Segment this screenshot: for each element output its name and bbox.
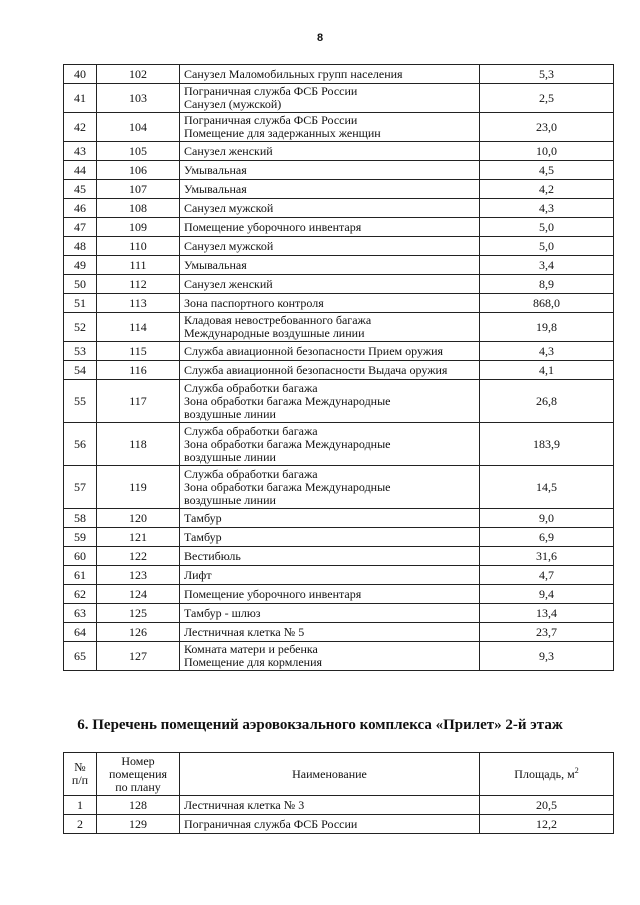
room-name-line: Служба авиационной безопасности Выдача оружия — [184, 362, 448, 377]
row-number: 58 — [64, 509, 97, 528]
room-name — [180, 604, 480, 623]
table-row — [64, 313, 614, 342]
row-number: 62 — [64, 585, 97, 604]
room-number: 120 — [97, 509, 180, 528]
room-name — [180, 294, 480, 313]
row-number: 46 — [64, 199, 97, 218]
room-number: 108 — [97, 199, 180, 218]
room-area: 10,0 — [480, 142, 614, 161]
room-area: 5,0 — [480, 237, 614, 256]
room-name — [180, 380, 480, 423]
room-name-line: Зона обработки багажа Международные — [184, 436, 391, 451]
room-number: 106 — [97, 161, 180, 180]
room-number: 123 — [97, 566, 180, 585]
table-row — [64, 528, 614, 547]
table-row — [64, 342, 614, 361]
room-area: 20,5 — [480, 796, 614, 815]
room-number: 105 — [97, 142, 180, 161]
rooms-table-body — [64, 65, 614, 671]
room-number: 121 — [97, 528, 180, 547]
room-number: 129 — [97, 815, 180, 834]
row-number: 50 — [64, 275, 97, 294]
table-row — [64, 585, 614, 604]
room-area: 19,8 — [480, 313, 614, 342]
header-area: Площадь, $м^2$ — [480, 753, 614, 796]
row-number: 59 — [64, 528, 97, 547]
room-name — [180, 199, 480, 218]
room-area: 5,3 — [480, 65, 614, 84]
table-row — [64, 275, 614, 294]
room-area: 868,0 — [480, 294, 614, 313]
room-number: 112 — [97, 275, 180, 294]
room-name — [180, 180, 480, 199]
room-name-line: Умывальная — [184, 162, 247, 177]
rooms-table-body — [64, 796, 614, 834]
header-name: Наименование — [180, 753, 480, 796]
row-number: 2 — [64, 815, 97, 834]
table-row — [64, 237, 614, 256]
room-area: 9,3 — [480, 642, 614, 671]
room-name — [180, 796, 480, 815]
table-row — [64, 361, 614, 380]
room-area: 12,2 — [480, 815, 614, 834]
room-name-line: Лестничная клетка № 5 — [184, 624, 305, 639]
room-number: 119 — [97, 466, 180, 509]
room-name — [180, 313, 480, 342]
table-row — [64, 84, 614, 113]
room-name — [180, 585, 480, 604]
table-row — [64, 65, 614, 84]
table-row — [64, 623, 614, 642]
room-name-line: Санузел женский — [184, 143, 273, 158]
room-number: 102 — [97, 65, 180, 84]
room-name — [180, 256, 480, 275]
table-row — [64, 380, 614, 423]
room-name — [180, 237, 480, 256]
table-row — [64, 161, 614, 180]
room-number: 125 — [97, 604, 180, 623]
room-name-line: воздушные линии — [184, 449, 276, 464]
room-name — [180, 623, 480, 642]
table-row — [64, 604, 614, 623]
row-number: 48 — [64, 237, 97, 256]
room-area: 3,4 — [480, 256, 614, 275]
room-name-line: Пограничная служба ФСБ России — [184, 113, 358, 127]
room-number: 118 — [97, 423, 180, 466]
room-name — [180, 509, 480, 528]
table-row — [64, 815, 614, 834]
room-name-line: Международные воздушные линии — [184, 326, 365, 340]
room-area: 4,1 — [480, 361, 614, 380]
room-name-line: Санузел женский — [184, 276, 273, 291]
room-name — [180, 342, 480, 361]
room-number: 110 — [97, 237, 180, 256]
room-name-line: Вестибюль — [184, 548, 241, 563]
room-area: 31,6 — [480, 547, 614, 566]
room-name-line: Лифт — [184, 567, 212, 582]
table-header — [64, 753, 614, 796]
row-number: 41 — [64, 84, 97, 113]
room-number: 113 — [97, 294, 180, 313]
room-name-line: Зона паспортного контроля — [184, 295, 324, 310]
row-number: 65 — [64, 642, 97, 671]
room-name-line: Пограничная служба ФСБ России — [184, 84, 358, 98]
room-name-line: Санузел мужской — [184, 238, 274, 253]
room-area: 23,0 — [480, 113, 614, 142]
room-name-line: Служба обработки багажа — [184, 423, 318, 438]
room-number: 124 — [97, 585, 180, 604]
room-name-line: Комната матери и ребенка — [184, 642, 318, 656]
room-area: 14,5 — [480, 466, 614, 509]
room-number: 126 — [97, 623, 180, 642]
header-number: № п/п — [64, 753, 97, 796]
room-number: 127 — [97, 642, 180, 671]
rooms-table-continued — [63, 64, 614, 671]
room-name-line: воздушные линии — [184, 492, 276, 507]
room-name-line: Помещение для кормления — [184, 655, 323, 669]
room-name-line: Тамбур — [184, 510, 222, 525]
room-number: 122 — [97, 547, 180, 566]
room-number: 109 — [97, 218, 180, 237]
room-area: 9,0 — [480, 509, 614, 528]
room-name — [180, 161, 480, 180]
room-name-line: Служба обработки багажа — [184, 380, 318, 395]
row-number: 57 — [64, 466, 97, 509]
table-row — [64, 642, 614, 671]
row-number: 45 — [64, 180, 97, 199]
room-number: 117 — [97, 380, 180, 423]
room-name — [180, 361, 480, 380]
table-row — [64, 199, 614, 218]
room-number: 104 — [97, 113, 180, 142]
table-row — [64, 423, 614, 466]
room-name-line: Помещение уборочного инвентаря — [184, 586, 362, 601]
room-name — [180, 642, 480, 671]
room-area: 4,5 — [480, 161, 614, 180]
section-heading: 6. Перечень помещений аэровокзального комплекса «Прилет» 2-й этаж — [77, 717, 563, 733]
row-number: 42 — [64, 113, 97, 142]
row-number: 55 — [64, 380, 97, 423]
row-number: 44 — [64, 161, 97, 180]
room-area: 183,9 — [480, 423, 614, 466]
room-area: 4,3 — [480, 342, 614, 361]
room-number: 103 — [97, 84, 180, 113]
room-name-line: Кладовая невостребованного багажа — [184, 313, 372, 327]
table-row — [64, 256, 614, 275]
room-name-line: Тамбур — [184, 529, 222, 544]
row-number: 40 — [64, 65, 97, 84]
room-name-line: Зона обработки багажа Международные — [184, 393, 391, 408]
table-row — [64, 796, 614, 815]
table-row — [64, 547, 614, 566]
room-name — [180, 466, 480, 509]
table-row — [64, 218, 614, 237]
room-name-line: Лестничная клетка № 3 — [184, 797, 305, 812]
room-name — [180, 423, 480, 466]
room-number: 114 — [97, 313, 180, 342]
room-name-line: Санузел Маломобильных групп населения — [184, 66, 403, 81]
room-area: 6,9 — [480, 528, 614, 547]
room-area: 8,9 — [480, 275, 614, 294]
room-name — [180, 218, 480, 237]
page-number: 8 — [316, 32, 324, 44]
room-name-line: Служба обработки багажа — [184, 466, 318, 481]
room-name-line: Тамбур - шлюз — [184, 605, 261, 620]
table-row — [64, 466, 614, 509]
room-name-line: Зона обработки багажа Международные — [184, 479, 391, 494]
room-name — [180, 815, 480, 834]
room-area: 2,5 — [480, 84, 614, 113]
row-number: 64 — [64, 623, 97, 642]
room-name — [180, 547, 480, 566]
room-area: 23,7 — [480, 623, 614, 642]
room-area: 4,7 — [480, 566, 614, 585]
room-name — [180, 528, 480, 547]
row-number: 54 — [64, 361, 97, 380]
room-area: 4,2 — [480, 180, 614, 199]
room-name-line: Помещение уборочного инвентаря — [184, 219, 362, 234]
room-name — [180, 113, 480, 142]
table-row — [64, 566, 614, 585]
room-name — [180, 275, 480, 294]
room-name — [180, 566, 480, 585]
room-name-line: Санузел мужской — [184, 200, 274, 215]
room-name — [180, 84, 480, 113]
row-number: 56 — [64, 423, 97, 466]
row-number: 49 — [64, 256, 97, 275]
room-area: 4,3 — [480, 199, 614, 218]
room-number: 116 — [97, 361, 180, 380]
rooms-table-second-floor — [63, 752, 614, 834]
row-number: 1 — [64, 796, 97, 815]
table-row — [64, 113, 614, 142]
room-name-line: Умывальная — [184, 181, 247, 196]
room-number: 115 — [97, 342, 180, 361]
row-number: 61 — [64, 566, 97, 585]
table-row — [64, 180, 614, 199]
room-name-line: Умывальная — [184, 257, 247, 272]
row-number: 63 — [64, 604, 97, 623]
row-number: 47 — [64, 218, 97, 237]
row-number: 52 — [64, 313, 97, 342]
room-area: 13,4 — [480, 604, 614, 623]
room-name-line: воздушные линии — [184, 406, 276, 421]
table-row — [64, 509, 614, 528]
room-name — [180, 65, 480, 84]
row-number: 51 — [64, 294, 97, 313]
room-number: 111 — [97, 256, 180, 275]
header-room-number: Номер помещения по плану — [97, 753, 180, 796]
room-name-line: Служба авиационной безопасности Прием оружия — [184, 343, 444, 358]
room-name-line: Помещение для задержанных женщин — [184, 126, 381, 140]
room-name-line: Санузел (мужской) — [184, 97, 282, 111]
room-area: 26,8 — [480, 380, 614, 423]
table-row — [64, 142, 614, 161]
row-number: 60 — [64, 547, 97, 566]
room-area: 5,0 — [480, 218, 614, 237]
row-number: 53 — [64, 342, 97, 361]
room-area: 9,4 — [480, 585, 614, 604]
room-number: 107 — [97, 180, 180, 199]
room-number: 128 — [97, 796, 180, 815]
room-name — [180, 142, 480, 161]
table-row — [64, 294, 614, 313]
room-name-line: Пограничная служба ФСБ России — [184, 816, 358, 831]
row-number: 43 — [64, 142, 97, 161]
